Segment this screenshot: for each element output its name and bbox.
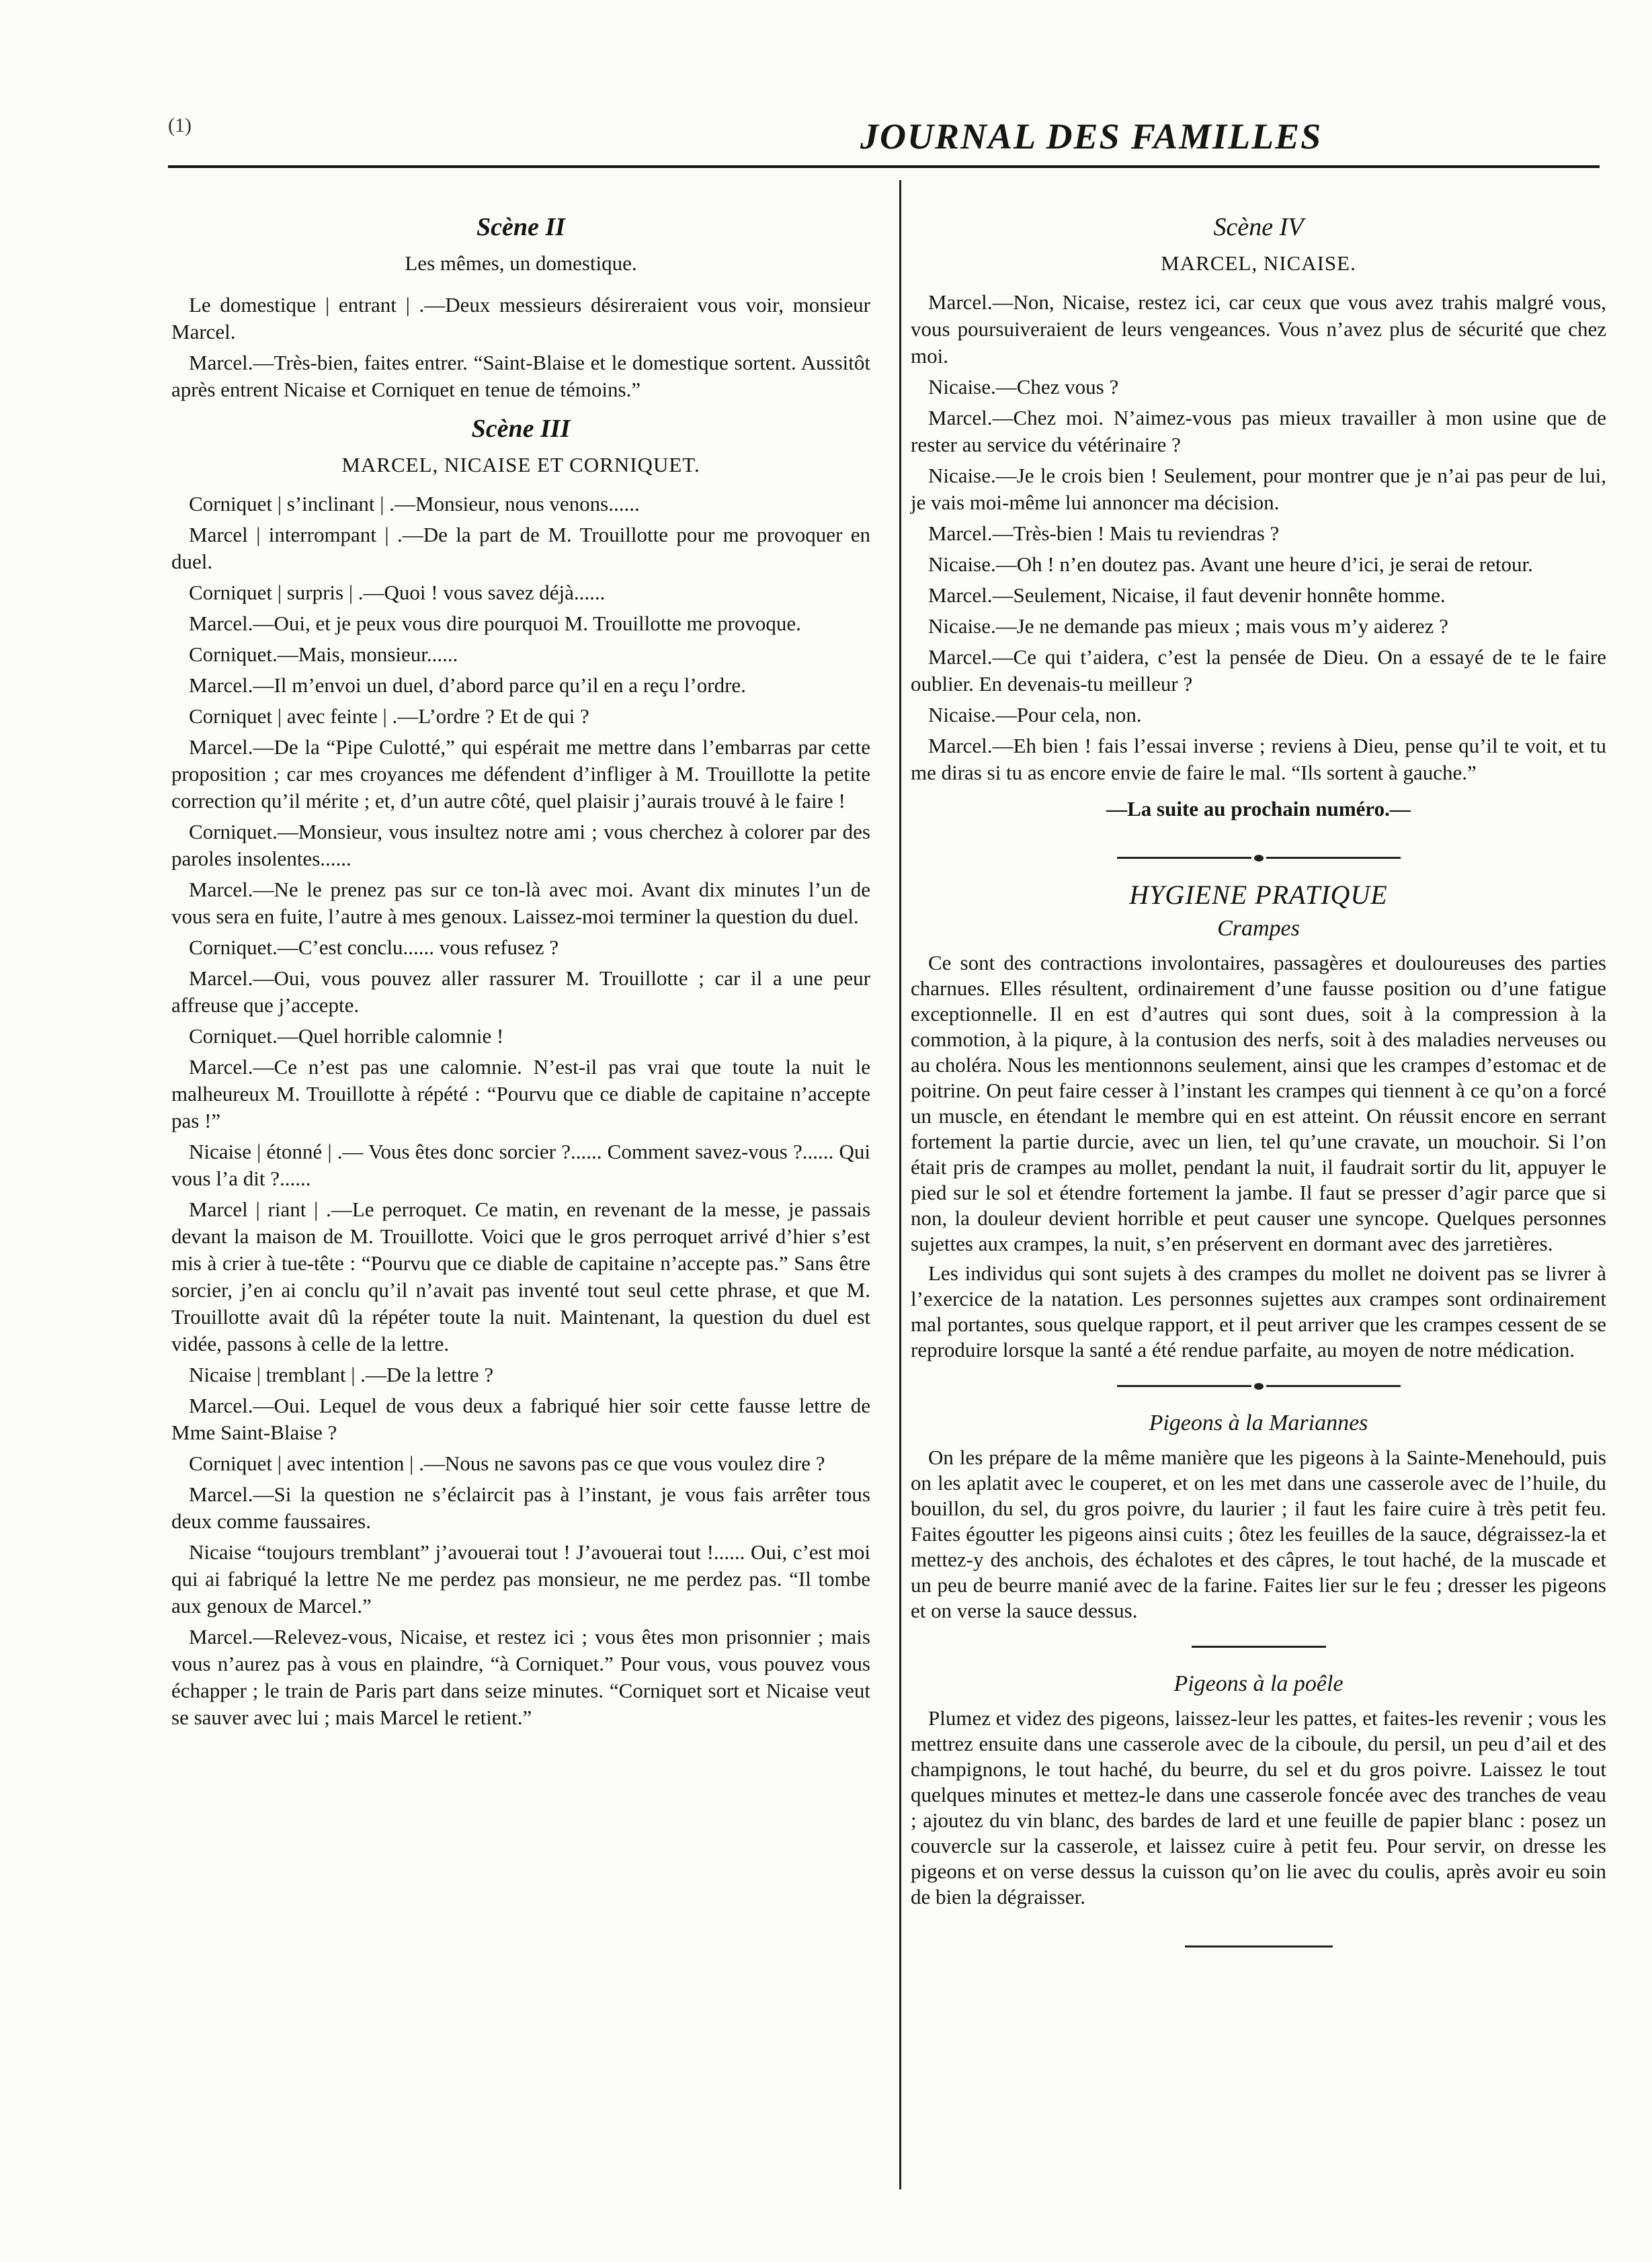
recipe-paragraph: Plumez et videz des pigeons, laissez-leur les pattes, et faites-les revenir ; vous les mettrez ensuite dans une casserole avec de la ciboule, du persil, un peu d’ail et des champignons, le tout haché, du beurre, du sel et du gros poivre. Laissez le tout quelques minutes et mettez-le dans une casserole foncée avec des tranches de veau ; ajoutez du vin blanc, des bardes de lard et une feuille de papier blanc : posez un couvercle sur la casserole, et laissez cuire à petit feu. Pour servir, on dresse les pigeons et on verse dessus la cuisson qu’on lie avec du coulis, après avoir eu soin de bien la dégraisser. bbox=[911, 1706, 1606, 1909]
recipe-2-body bbox=[911, 1706, 1606, 1910]
dialogue-line: Corniquet | s’inclinant | .—Monsieur, nous venons...... bbox=[189, 492, 640, 515]
hygiene-section-title: HYGIENE PRATIQUE bbox=[1129, 880, 1388, 910]
dialogue-line: Marcel.—Chez moi. N’aimez-vous pas mieux travailler à mon usine que de rester au service du vétérinaire ? bbox=[911, 406, 1606, 456]
scene-2-dialogue bbox=[171, 292, 870, 403]
dialogue-line: Le domestique | entrant | .—Deux messieurs désireraient vous voir, monsieur Marcel. bbox=[171, 293, 870, 343]
recipe-1-title: Pigeons à la Mariannes bbox=[1149, 1411, 1368, 1435]
dialogue-line: Marcel.—Seulement, Nicaise, il faut devenir honnête homme. bbox=[928, 583, 1446, 607]
dialogue-line: Corniquet.—Quel horrible calomnie ! bbox=[189, 1024, 504, 1048]
dialogue-line: Marcel.—De la “Pipe Culotté,” qui espérait me mettre dans l’embarras par cette proposition ; car mes croyances me défendent d’infliger à M. Trouillotte la petite correction qu’il mérite ; et, d’un autre côté, quel plaisir j’aurais trouvé à le faire ! bbox=[171, 735, 870, 812]
recipe-paragraph: On les prépare de la même manière que les pigeons à la Sainte-Menehould, puis on les aplatit avec le couperet, et on les met dans une casserole avec de l’huile, du bouillon, du sel, du gros poivre, du laurier ; il faut les faire cuire à très petit feu. Faites égoutter les pigeons ainsi cuits ; ôtez les feuilles de la sauce, dégraissez-la et mettez-y des anchois, des échalotes et des câpres, le tout haché, de la muscade et un peu de beurre manié avec de la farine. Faites lier sur le feu ; dresser les pigeons et on verse la sauce dessus. bbox=[911, 1446, 1606, 1622]
dialogue-line: Marcel | interrompant | .—De la part de M. Trouillotte pour me provoquer en duel. bbox=[171, 523, 870, 573]
dialogue-line: Marcel.—Oui, vous pouvez aller rassurer M. Trouillotte ; car il a une peur affreuse que j’accepte. bbox=[171, 966, 870, 1017]
scene-3-title: Scène III bbox=[471, 415, 571, 443]
dialogue-line: Corniquet | avec feinte | .—L’ordre ? Et de qui ? bbox=[189, 704, 589, 728]
dialogue-line: Marcel.—Très-bien, faites entrer. “Saint-Blaise et le domestique sortent. Aussitôt après entrent Nicaise et Corniquet en tenue de témoins.” bbox=[171, 351, 870, 401]
ornament-divider bbox=[911, 843, 1606, 870]
dialogue-line: Corniquet | surpris | .—Quoi ! vous savez déjà...... bbox=[189, 581, 606, 604]
page-header bbox=[168, 108, 1600, 168]
article-paragraph: Ce sont des contractions involontaires, passagères et douloureuses des parties charnues. Elles résultent, ordinairement d’une fausse position ou d’une fatigue exceptionnelle. Il en est d’autres qui sont dues, soit à la compression à la commotion, à la piqure, à la contusion des nerfs, soit à des maladies nerveuses ou au choléra. Nous les mentionnons seulement, ainsi que les crampes d’estomac et de poitrine. On peut faire cesser à l’instant les crampes qui tiennent à ce qu’on a forcé un muscle, en étendant le membre qui en est atteint. On réussit encore en serrant fortement la partie durcie, avec un lien, tel qu’une cravate, un mouchoir. Si l’on était pris de crampes au mollet, pendant la nuit, il faudrait sortir du lit, appuyer le pied sur le sol et étendre fortement la jambe. Il faut se presser d’agir parce que si non, la douleur devient horrible et peut causer une syncope. Quelques personnes sujettes aux crampes, la nuit, s’en préservent en dormant avec des jarretières. bbox=[911, 951, 1606, 1255]
right-column bbox=[911, 202, 1606, 1954]
continued-notice: —La suite au prochain numéro.— bbox=[1106, 797, 1411, 821]
hygiene-body bbox=[911, 950, 1606, 1363]
dialogue-line: Marcel.—Très-bien ! Mais tu reviendras ? bbox=[928, 521, 1280, 545]
end-rule bbox=[911, 1927, 1606, 1954]
left-column bbox=[171, 202, 870, 1735]
dialogue-line: Nicaise.—Je le crois bien ! Seulement, pour montrer que je n’ai pas peur de lui, je vais moi-même lui annoncer ma décision. bbox=[911, 464, 1606, 514]
recipe-2-title: Pigeons à la poêle bbox=[1173, 1671, 1344, 1696]
dialogue-line: Nicaise “toujours tremblant” j’avouerai tout ! J’avouerai tout !...... Oui, c’est moi qui ai fabriqué la lettre Ne me perdez pas monsieur, ne me perdez pas. “Il tombe aux genoux de Marcel.” bbox=[171, 1540, 870, 1618]
dialogue-line: Nicaise.—Je ne demande pas mieux ; mais vous m’y aiderez ? bbox=[928, 614, 1448, 638]
dialogue-line: Marcel.—Si la question ne s’éclaircit pas à l’instant, je vous fais arrêter tous deux comme faussaires. bbox=[171, 1482, 870, 1533]
dialogue-line: Marcel.—Il m’envoi un duel, d’abord parce qu’il en a reçu l’ordre. bbox=[189, 673, 746, 697]
dialogue-line: Marcel.—Ce n’est pas une calomnie. N’est-il pas vrai que toute la nuit le malheureux M. Trouillotte à répété : “Pourvu que ce diable de capitaine n’accepte pas !” bbox=[171, 1055, 870, 1132]
scene-3-cast: MARCEL, NICAISE ET CORNIQUET. bbox=[341, 453, 700, 476]
scene-4-dialogue bbox=[911, 289, 1606, 786]
header-rule bbox=[168, 165, 1600, 168]
dialogue-line: Nicaise | étonné | .— Vous êtes donc sorcier ?...... Comment savez-vous ?...... Qui vous l’a dit ?...... bbox=[171, 1140, 870, 1190]
scene-2-stage-direction: Les mêmes, un domestique. bbox=[405, 251, 637, 275]
dialogue-line: Corniquet.—Mais, monsieur...... bbox=[189, 642, 458, 666]
dialogue-line: Marcel | riant | .—Le perroquet. Ce matin, en revenant de la messe, je passais devant la maison de M. Trouillotte. Voici que le gros perroquet arrivé d’hier s’est mis à crier à tue-tête : “Pourvu que ce diable de capitaine n’accepte pas.” Sans être sorcier, j’en ai conclu qu’il n’avait pas inventé tout seul cette phrase, et que M. Trouillotte avait dû la répéter toute la nuit. Maintenant, la question du duel est vidée, passons à celle de la lettre. bbox=[171, 1198, 870, 1355]
dialogue-line: Marcel.—Ne le prenez pas sur ce ton-là avec moi. Avant dix minutes l’un de vous sera en fuite, l’autre à mes genoux. Laissez-moi terminer la question du duel. bbox=[171, 878, 870, 928]
dialogue-line: Marcel.—Oui, et je peux vous dire pourquoi M. Trouillotte me provoque. bbox=[189, 612, 801, 635]
page-folio: (1) bbox=[168, 114, 192, 136]
article-paragraph: Les individus qui sont sujets à des crampes du mollet ne doivent pas se livrer à l’exercice de la natation. Les personnes sujettes aux crampes sont ordinairement mal portantes, sous quelque rapport, et il peut arriver que les crampes cessent de se reproduire lorsque la santé a été rendue parfaite, au moyen de notre médication. bbox=[911, 1261, 1606, 1362]
scene-4-title: Scène IV bbox=[1213, 213, 1304, 241]
dialogue-line: Marcel.—Relevez-vous, Nicaise, et restez ici ; vous êtes mon prisonnier ; mais vous n’aurez pas à vous en plaindre, “à Corniquet.” Pour vous, vous pouvez vous échapper ; le train de Paris part dans seize minutes. “Corniquet sort et Nicaise veut se sauver avec lui ; mais Marcel le retient.” bbox=[171, 1625, 870, 1729]
masthead-title: JOURNAL DES FAMILLES bbox=[860, 116, 1323, 157]
dialogue-line: Marcel.—Oui. Lequel de vous deux a fabriqué hier soir cette fausse lettre de Mme Saint-Blaise ? bbox=[171, 1394, 870, 1444]
dialogue-line: Corniquet | avec intention | .—Nous ne savons pas ce que vous voulez dire ? bbox=[189, 1452, 825, 1475]
dialogue-line: Marcel.—Eh bien ! fais l’essai inverse ; reviens à Dieu, pense qu’il te voit, et tu me diras si tu as encore envie de faire le mal. “Ils sortent à gauche.” bbox=[911, 734, 1606, 784]
hygiene-subtitle: Crampes bbox=[1217, 916, 1300, 941]
ornament-divider bbox=[911, 1632, 1606, 1659]
dialogue-line: Corniquet.—C’est conclu...... vous refusez ? bbox=[189, 935, 559, 959]
dialogue-line: Marcel.—Ce qui t’aidera, c’est la pensée de Dieu. On a essayé de te le faire oublier. En devenais-tu meilleur ? bbox=[911, 645, 1606, 696]
scene-2-title: Scène II bbox=[477, 213, 565, 241]
dialogue-line: Nicaise | tremblant | .—De la lettre ? bbox=[189, 1363, 494, 1386]
scene-4-cast: MARCEL, NICAISE. bbox=[1161, 251, 1356, 275]
ornament-divider bbox=[911, 1371, 1606, 1398]
column-divider bbox=[899, 180, 901, 2189]
recipe-1-body bbox=[911, 1445, 1606, 1624]
dialogue-line: Nicaise.—Oh ! n’en doutez pas. Avant une heure d’ici, je serai de retour. bbox=[928, 552, 1533, 576]
dialogue-line: Nicaise.—Chez vous ? bbox=[928, 375, 1119, 399]
dialogue-line: Nicaise.—Pour cela, non. bbox=[928, 703, 1142, 726]
dialogue-line: Corniquet.—Monsieur, vous insultez notre ami ; vous cherchez à colorer par des paroles insolentes...... bbox=[171, 820, 870, 870]
dialogue-line: Marcel.—Non, Nicaise, restez ici, car ceux que vous avez trahis malgré vous, vous poursuiveraient de leurs vengeances. Vous n’avez plus de sécurité que chez moi. bbox=[911, 290, 1606, 368]
scene-3-dialogue bbox=[171, 491, 870, 1731]
